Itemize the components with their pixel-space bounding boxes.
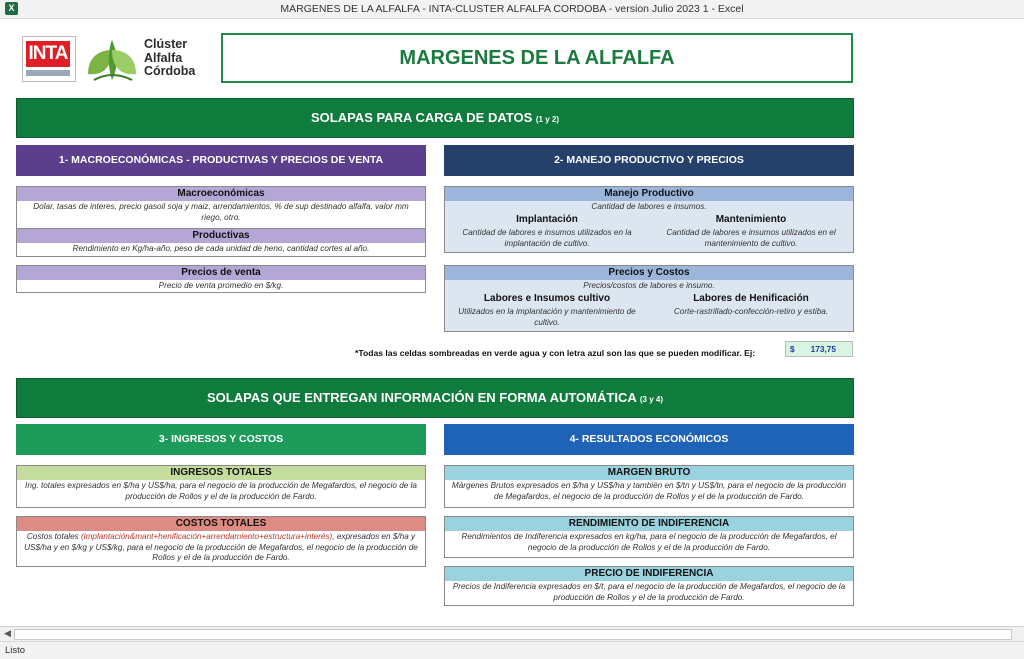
margen-bruto-desc: Márgenes Brutos expresados en $/ha y US$/ha y también en $/tn y US$/tn, para el negocio de la producción de Megafardos, el negocio de la producción de Rollos y el de la producción de Fardo. [451,481,847,501]
precios-venta-box[interactable] [16,265,426,293]
example-currency: $ [790,344,795,354]
window-titlebar [0,0,1024,19]
ingresos-desc: Ing. totales expresados en $/ha y US$/ha, para el negocio de la producción de Megafardos, el negocio de la producción de Rollos y el de la producción de Fardo. [25,481,417,501]
scrollbar-track[interactable] [14,629,1012,640]
rendimiento-indiferencia-box[interactable] [444,516,854,558]
mantenimiento-col [649,213,853,250]
margen-bruto-box[interactable] [444,465,854,508]
manejo-desc: Cantidad de labores e insumos. [591,202,707,211]
precio-indiferencia-desc: Precios de Indiferencia expresados en $/t, para el negocio de la producción de Megafardos, el negocio de la producción de Rollos y el de la producción de Fardo. [452,582,846,602]
manejo-header: Manejo Productivo [445,187,853,201]
implantacion-title: Implantación [516,214,578,225]
implantacion-desc: Cantidad de labores e insumos utilizados en la implantación de cultivo. [462,228,632,248]
rendimiento-indiferencia-header: RENDIMIENTO DE INDIFERENCIA [445,517,853,531]
costos-desc [17,531,425,565]
productivas-header: Productivas [17,228,425,243]
labores-insumos-desc: Utilizados en la implantación y mantenimiento de cultivo. [458,307,636,327]
precio-indiferencia-header: PRECIO DE INDIFERENCIA [445,567,853,581]
excel-icon: X [5,2,18,15]
costos-desc-pre: Costos totales [26,532,79,541]
productivas-desc: Rendimiento en Kg/ha-año, peso de cada unidad de heno, cantidad cortes al año. [72,244,370,253]
page-title[interactable]: MARGENES DE LA ALFALFA [221,33,853,83]
precios-costos-box[interactable] [444,265,854,332]
implantacion-col [445,213,649,250]
status-text: Listo [5,645,26,656]
tab-macroeconomicas[interactable]: 1- MACROECONÓMICAS - PRODUCTIVAS Y PRECIOS DE VENTA [16,145,426,176]
example-editable-cell[interactable] [785,341,853,357]
henificacion-desc: Corte-rastrillado-confección-retiro y estiba. [673,307,829,316]
ingresos-box[interactable] [16,465,426,508]
section-auto-suffix: (3 y 4) [639,395,663,404]
tab-resultados-economicos[interactable]: 4- RESULTADOS ECONÓMICOS [444,424,854,455]
macro-box[interactable] [16,186,426,257]
manejo-box[interactable] [444,186,854,253]
costos-desc-post: , expresados en $/ha y US$/ha y en $/kg y US$/kg, para el negocio de la producción de Megafardos, el negocio de la producción de Rollos y el de la producción de Fardo. [24,532,418,562]
scroll-left-icon[interactable]: ◀ [4,628,11,638]
editable-cells-note: *Todas las celdas sombreadas en verde agua y con letra azul son las que se pueden modificar. Ej: [355,348,756,358]
inta-logo-text: INTA [26,41,70,67]
inta-logo [22,36,76,82]
mantenimiento-title: Mantenimiento [715,214,787,225]
costos-box[interactable] [16,516,426,567]
precios-costos-header: Precios y Costos [445,266,853,280]
inta-logo-bar [26,70,70,76]
macro-desc: Dolar, tasas de interes, precio gasoil soja y maiz, arrendamientos, % de sup destinado alfalfa, valor mm riego, otro. [33,202,409,222]
costos-desc-highlight: (implantación&mant+henificación+arrendamiento+estructura+interés) [81,532,333,541]
tab-manejo-productivo[interactable]: 2- MANEJO PRODUCTIVO Y PRECIOS [444,145,854,176]
cluster-line-2: Alfalfa [144,50,183,65]
margen-bruto-header: MARGEN BRUTO [445,466,853,480]
section-carga-datos[interactable] [16,98,854,138]
precios-venta-header: Precios de venta [17,266,425,280]
section-carga-title: SOLAPAS PARA CARGA DE DATOS [310,110,533,125]
macro-header: Macroeconómicas [17,187,425,201]
status-bar [0,641,1024,659]
section-carga-suffix: (1 y 2) [535,115,559,124]
section-auto-title: SOLAPAS QUE ENTREGAN INFORMACIÓN EN FORMA AUTOMÁTICA [207,390,637,405]
tab-ingresos-costos[interactable]: 3- INGRESOS Y COSTOS [16,424,426,455]
cluster-line-3: Córdoba [144,64,196,78]
precios-venta-desc: Precio de venta promedio en $/kg. [158,281,284,290]
cluster-line-1: Clúster [144,37,188,51]
window-title: MARGENES DE LA ALFALFA - INTA-CLUSTER ALFALFA CORDOBA - version Julio 2023 1 - Excel [280,3,744,15]
mantenimiento-desc: Cantidad de labores e insumos utilizados en el mantenimiento de cultivo. [666,228,836,248]
manejo-columns [445,213,853,253]
costos-header: COSTOS TOTALES [17,517,425,531]
precio-indiferencia-box[interactable] [444,566,854,606]
cluster-logo-text [144,38,195,79]
rendimiento-indiferencia-desc: Rendimientos de Indiferencia expresados en kg/ha, para el negocio de la producción de Megafardos, el negocio de la producción de Rollos y el de la producción de Fardo. [461,532,837,552]
precios-costos-columns [445,292,853,332]
henificacion-title: Labores de Henificación [693,293,809,304]
section-informacion-automatica[interactable] [16,378,854,418]
labores-insumos-col [445,292,649,329]
precios-costos-desc: Precios/costos de labores e insumo. [583,281,715,290]
ingresos-header: INGRESOS TOTALES [17,466,425,480]
example-value: 173,75 [810,344,836,354]
labores-insumos-title: Labores e Insumos cultivo [483,293,611,304]
horizontal-scrollbar[interactable] [0,626,1024,641]
henificacion-col [649,292,853,319]
